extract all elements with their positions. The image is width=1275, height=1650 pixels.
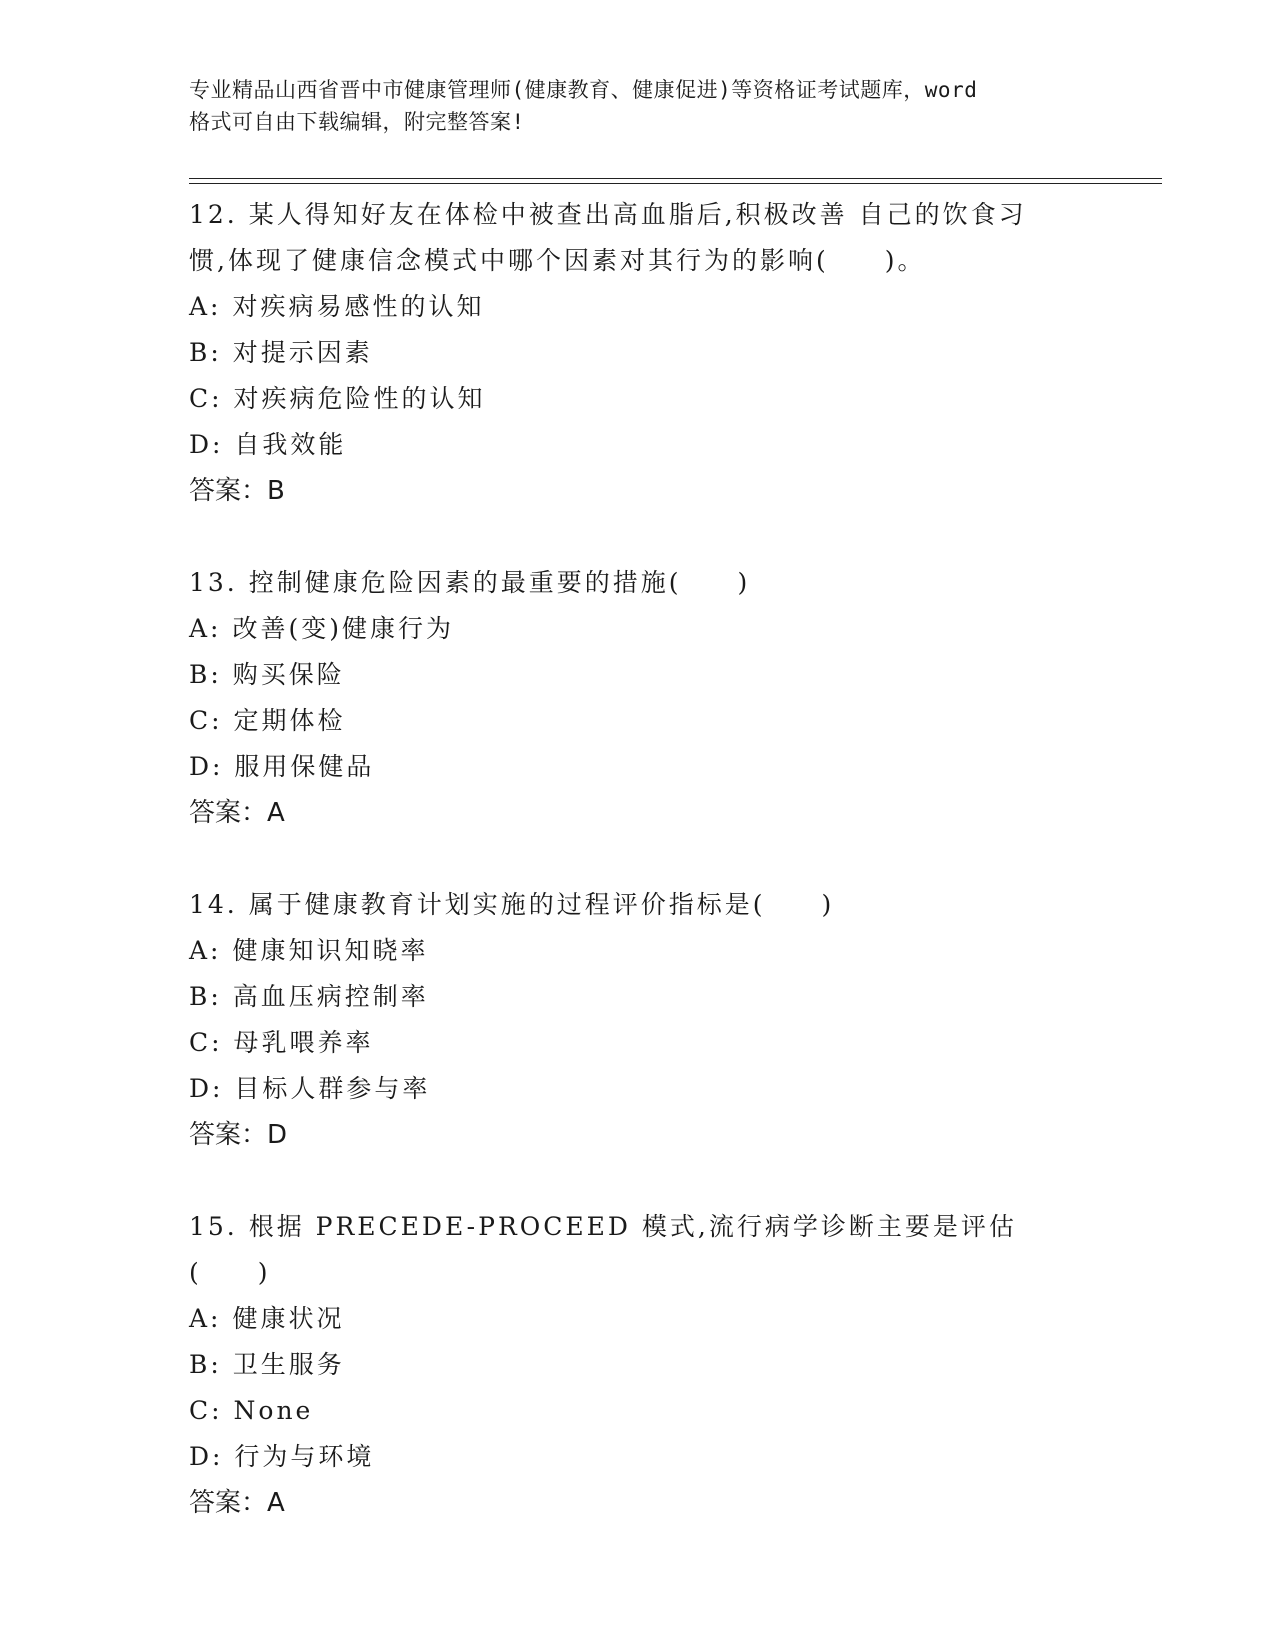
option-b (189, 652, 1089, 698)
header-line-2: 格式可自由下载编辑，附完整答案! (189, 110, 525, 134)
option-d (189, 1434, 1089, 1480)
option-key: D: (189, 1074, 224, 1103)
answer-line: 答案：A (189, 798, 285, 828)
option-key: B: (189, 338, 222, 367)
question-15 (189, 1204, 1089, 1526)
option-text: 对提示因素 (232, 338, 373, 367)
question-stem-line-2: 惯,体现了健康信念模式中哪个因素对其行为的影响( )。 (189, 246, 926, 275)
question-12 (189, 192, 1089, 514)
option-b (189, 330, 1089, 376)
option-text: None (233, 1396, 314, 1425)
question-stem-line-1: 12. 某人得知好友在体检中被查出高血脂后,积极改善 自己的饮食习 (189, 200, 1027, 229)
option-text: 母乳喂养率 (233, 1028, 374, 1057)
question-14 (189, 882, 1089, 1158)
option-c (189, 376, 1089, 422)
option-text: 卫生服务 (232, 1350, 345, 1379)
option-key: C: (189, 384, 223, 413)
option-text: 定期体检 (233, 706, 346, 735)
option-text: 健康知识知晓率 (232, 936, 429, 965)
option-key: C: (189, 1028, 223, 1057)
option-key: D: (189, 1442, 224, 1471)
option-text: 购买保险 (232, 660, 345, 689)
option-a (189, 928, 1089, 974)
option-text: 服用保健品 (234, 752, 375, 781)
option-text: 改善(变)健康行为 (232, 614, 454, 643)
header-divider-bottom (189, 183, 1162, 184)
option-key: D: (189, 430, 224, 459)
option-key: D: (189, 752, 224, 781)
option-a (189, 606, 1089, 652)
question-stem (189, 882, 1089, 928)
option-text: 高血压病控制率 (232, 982, 429, 1011)
option-key: B: (189, 1350, 222, 1379)
answer-line: 答案：D (189, 1120, 288, 1150)
option-text: 目标人群参与率 (234, 1074, 431, 1103)
option-c (189, 1388, 1089, 1434)
option-key: A: (189, 1304, 222, 1333)
option-b (189, 974, 1089, 1020)
option-key: A: (189, 614, 222, 643)
option-key: C: (189, 706, 223, 735)
option-d (189, 1066, 1089, 1112)
question-stem (189, 192, 1089, 284)
header-line-1: 专业精品山西省晋中市健康管理师(健康教育、健康促进)等资格证考试题库，word (189, 78, 978, 102)
option-a (189, 284, 1089, 330)
question-stem-line-1: 13. 控制健康危险因素的最重要的措施( ) (189, 568, 751, 597)
option-c (189, 1020, 1089, 1066)
header-divider-top (189, 178, 1162, 179)
option-key: B: (189, 982, 222, 1011)
question-stem (189, 1204, 1089, 1296)
option-text: 对疾病易感性的认知 (232, 292, 485, 321)
option-text: 行为与环境 (234, 1442, 375, 1471)
option-key: A: (189, 292, 222, 321)
option-b (189, 1342, 1089, 1388)
question-stem-line-1: 15. 根据 PRECEDE-PROCEED 模式,流行病学诊断主要是评估( ) (189, 1212, 1017, 1287)
option-c (189, 698, 1089, 744)
option-d (189, 422, 1089, 468)
option-key: A: (189, 936, 222, 965)
option-text: 健康状况 (232, 1304, 345, 1333)
question-stem (189, 560, 1089, 606)
question-list (189, 192, 1089, 1572)
question-stem-line-1: 14. 属于健康教育计划实施的过程评价指标是( ) (189, 890, 835, 919)
option-d (189, 744, 1089, 790)
document-header (189, 74, 1089, 138)
answer-line: 答案：A (189, 1488, 285, 1518)
question-13 (189, 560, 1089, 836)
option-text: 对疾病危险性的认知 (233, 384, 486, 413)
option-a (189, 1296, 1089, 1342)
option-key: C: (189, 1396, 223, 1425)
option-text: 自我效能 (234, 430, 347, 459)
option-key: B: (189, 660, 222, 689)
answer-line: 答案：B (189, 476, 285, 506)
